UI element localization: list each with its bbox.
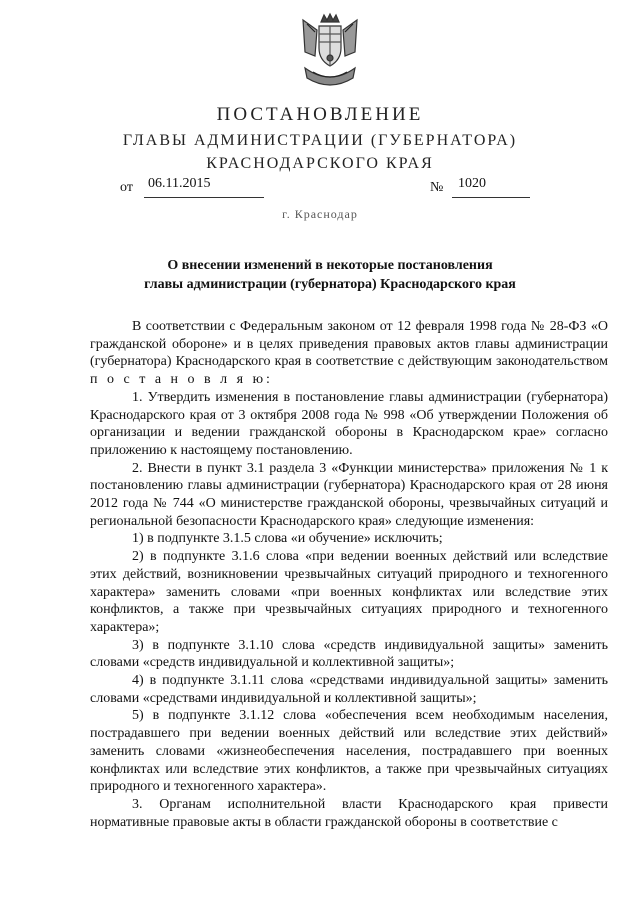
document-subject — [60, 256, 600, 294]
subitem-4: 4) в подпункте 3.1.11 слова «средствами индивидуальной защиты» заменить словами «средствами индивидуальной и коллективной защиты»; — [90, 673, 608, 706]
issuer-line-1: ГЛАВЫ АДМИНИСТРАЦИИ (ГУБЕРНАТОРА) — [122, 132, 518, 149]
subject-line-1: О внесении изменений в некоторые постановления — [167, 258, 493, 273]
intro-decree-word: п о с т а н о в л я ю: — [90, 372, 273, 388]
date-underline — [144, 197, 264, 198]
subitem-1: 1) в подпункте 3.1.5 слова «и обучение» исключить; — [132, 531, 443, 547]
number-label: № — [430, 180, 444, 195]
paragraph-2: 2. Внести в пункт 3.1 раздела 3 «Функции министерства» приложения № 1 к постановлению главы администрации (губернатора) Краснодарского края от 28 июня 2012 года № 744 «О министерстве гражданской обороны, чрезвычайных ситуаций и региональной безопасности Краснодарского края» следующие изменения: — [90, 460, 608, 529]
subitem-5: 5) в подпункте 3.1.12 слова «обеспечения всем необходимым населения, пострадавшего при ведении военных действий или вследствие этих действий» заменить словами «жизнеобеспечения населения, пострадавшего при военных конфликтах или вследствие этих конфликтов, а также при чрезвычайных ситуациях природного и техногенного характера». — [90, 708, 608, 795]
city-label: г. Краснодар — [282, 207, 358, 221]
subitem-2: 2) в подпункте 3.1.6 слова «при ведении военных действий или вследствие этих действий, возникновении чрезвычайных ситуаций природного и техногенного характера» заменить словами «при военных конфликтах или вследствие этих конфликтов, а также при чрезвычайных ситуациях природного и техногенного характера»; — [90, 549, 608, 635]
subitem-3: 3) в подпункте 3.1.10 слова «средств индивидуальной защиты» заменить словами «средств индивидуальной и коллективной защиты»; — [90, 637, 608, 671]
date-label: от — [120, 180, 133, 195]
document-type-title: ПОСТАНОВЛЕНИЕ — [216, 104, 424, 125]
issuer-line-2: КРАСНОДАРСКОГО КРАЯ — [206, 155, 434, 172]
number-underline — [452, 197, 530, 198]
date-value: 06.11.2015 — [148, 176, 211, 191]
document-body — [90, 318, 608, 831]
paragraph-intro — [90, 318, 608, 389]
paragraph-3: 3. Органам исполнительной власти Краснодарского края привести нормативные правовые акты в области гражданской обороны в соответствие с — [90, 796, 608, 830]
paragraph-1: 1. Утвердить изменения в постановление главы администрации (губернатора) Краснодарского края от 3 октября 2008 года № 998 «Об утверждении Положения об организации и ведении гражданской обороны в Краснодарском крае» согласно приложению к настоящему постановлению. — [90, 389, 608, 458]
subject-line-2: главы администрации (губернатора) Краснодарского края — [144, 277, 516, 292]
number-value: 1020 — [458, 176, 486, 191]
coat-of-arms-icon — [297, 12, 363, 92]
intro-text: В соответствии с Федеральным законом от 12 февраля 1998 года № 28-ФЗ «О гражданской обороне» и в целях приведения правовых актов главы администрации (губернатора) Краснодарского края в соответствие с действующим законодательством — [90, 319, 608, 370]
